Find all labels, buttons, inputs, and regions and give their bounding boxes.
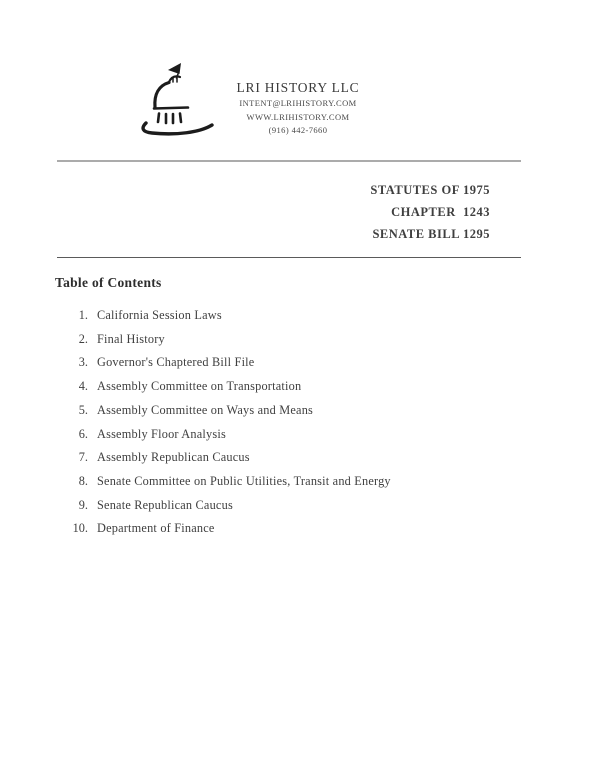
toc-item bbox=[55, 517, 525, 541]
toc-item-number: 8. bbox=[78, 473, 88, 488]
chapter-line: CHAPTER 1243 bbox=[391, 205, 490, 219]
toc-item-label: California Session Laws bbox=[97, 308, 222, 322]
company-email: INTENT@LRIHISTORY.COM bbox=[239, 98, 357, 108]
toc-list bbox=[55, 304, 525, 541]
divider-top bbox=[57, 160, 521, 162]
senate-bill-line: SENATE BILL 1295 bbox=[372, 227, 490, 241]
toc-item bbox=[55, 351, 525, 375]
company-website: WWW.LRIHISTORY.COM bbox=[246, 111, 350, 122]
divider-bottom bbox=[57, 257, 521, 258]
toc-item-label: Final History bbox=[97, 331, 165, 346]
toc-item-number: 9. bbox=[78, 497, 88, 512]
toc-item bbox=[55, 446, 525, 470]
toc-item bbox=[55, 399, 525, 423]
statutes-year-line: STATUTES OF 1975 bbox=[370, 183, 490, 197]
toc-item-label: Department of Finance bbox=[97, 521, 215, 536]
toc-item-number: 3. bbox=[78, 355, 88, 370]
capitol-dome-logo-icon bbox=[138, 62, 218, 144]
toc-item bbox=[55, 304, 525, 328]
statute-reference-block bbox=[370, 179, 490, 245]
toc-item bbox=[55, 328, 525, 352]
toc-heading: Table of Contents bbox=[55, 275, 162, 290]
toc-item-number: 1. bbox=[78, 308, 88, 322]
toc-item-number: 7. bbox=[78, 450, 88, 465]
toc-item-number: 4. bbox=[78, 379, 88, 394]
toc-item bbox=[55, 375, 525, 399]
toc-item bbox=[55, 470, 525, 494]
company-name: LRI HISTORY LLC bbox=[236, 80, 360, 95]
toc-item-number: 5. bbox=[78, 402, 88, 417]
toc-item bbox=[55, 423, 525, 447]
toc-item-label: Governor's Chaptered Bill File bbox=[97, 355, 255, 370]
toc-item-number: 10. bbox=[72, 521, 88, 536]
toc-item bbox=[55, 494, 525, 518]
toc-item-number: 2. bbox=[78, 331, 88, 346]
toc-item-number: 6. bbox=[78, 426, 88, 441]
toc-item-label: Assembly Committee on Transportation bbox=[97, 379, 302, 394]
toc-item-label: Assembly Committee on Ways and Means bbox=[97, 402, 314, 417]
toc-item-label: Senate Committee on Public Utilities, Transit and Energy bbox=[97, 473, 391, 488]
toc-item-label: Assembly Republican Caucus bbox=[97, 450, 250, 465]
letterhead-text-block bbox=[217, 79, 379, 138]
toc-item-label: Senate Republican Caucus bbox=[97, 497, 233, 512]
company-phone: (916) 442-7660 bbox=[268, 125, 328, 135]
toc-item-label: Assembly Floor Analysis bbox=[97, 426, 226, 441]
